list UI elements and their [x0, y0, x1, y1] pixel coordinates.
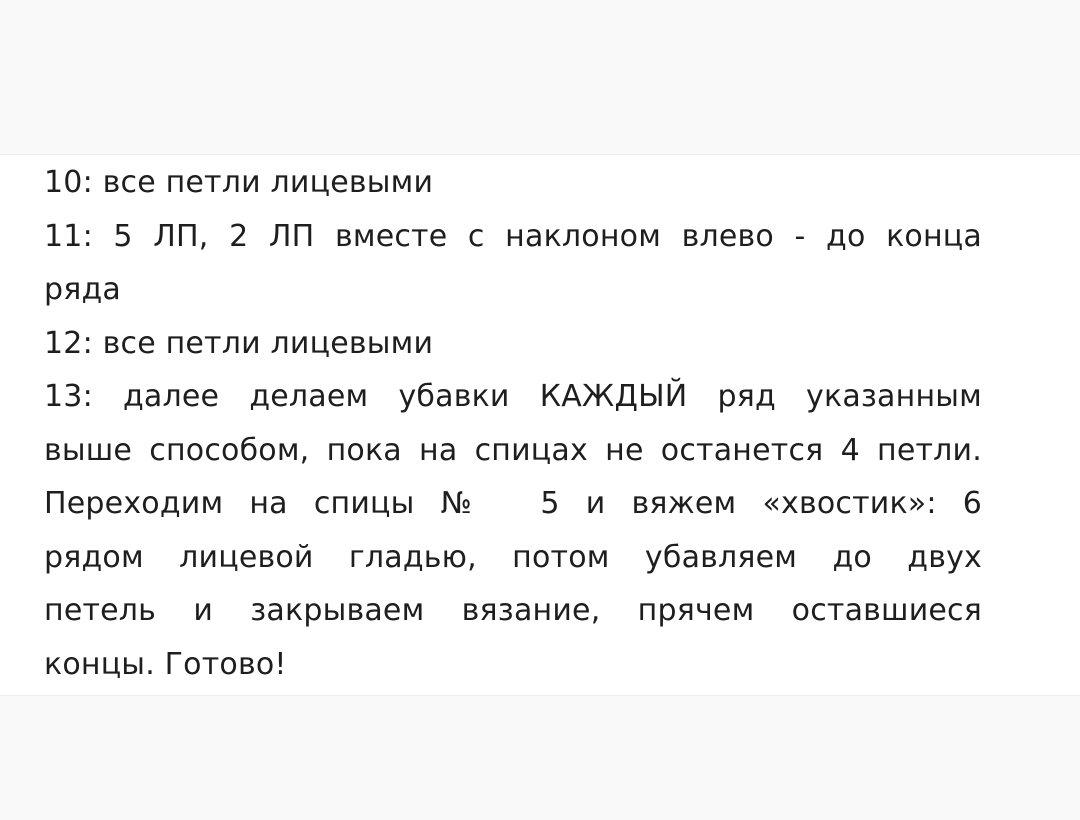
top-margin-band: [0, 0, 1080, 155]
text-line-row12: 12: все петли лицевыми: [44, 325, 434, 361]
text-line-row11-cont: ряда: [44, 272, 122, 307]
text-page: [0, 155, 1080, 695]
text-line-row13: 13: далее делаем убавки КАЖДЫЙ ряд указанным: [44, 379, 982, 414]
text-line-row13-cont-1: выше способом, пока на спицах не останется 4 петли.: [44, 432, 982, 468]
bottom-margin-band: [0, 695, 1080, 820]
text-line-row13-cont-3: рядом лицевой гладью, потом убавляем до двух: [44, 539, 982, 575]
text-line-row13-cont-5: концы. Готово!: [44, 646, 287, 682]
text-line-row13-cont-2: Переходим на спицы № 5 и вяжем «хвостик»: 6: [44, 486, 982, 521]
text-line-row10: 10: все петли лицевыми: [44, 165, 434, 200]
text-line-row11: 11: 5 ЛП, 2 ЛП вместе с наклоном влево - до конца: [44, 218, 982, 254]
text-line-row13-cont-4: петель и закрываем вязание, прячем оставшиеся: [44, 593, 982, 628]
